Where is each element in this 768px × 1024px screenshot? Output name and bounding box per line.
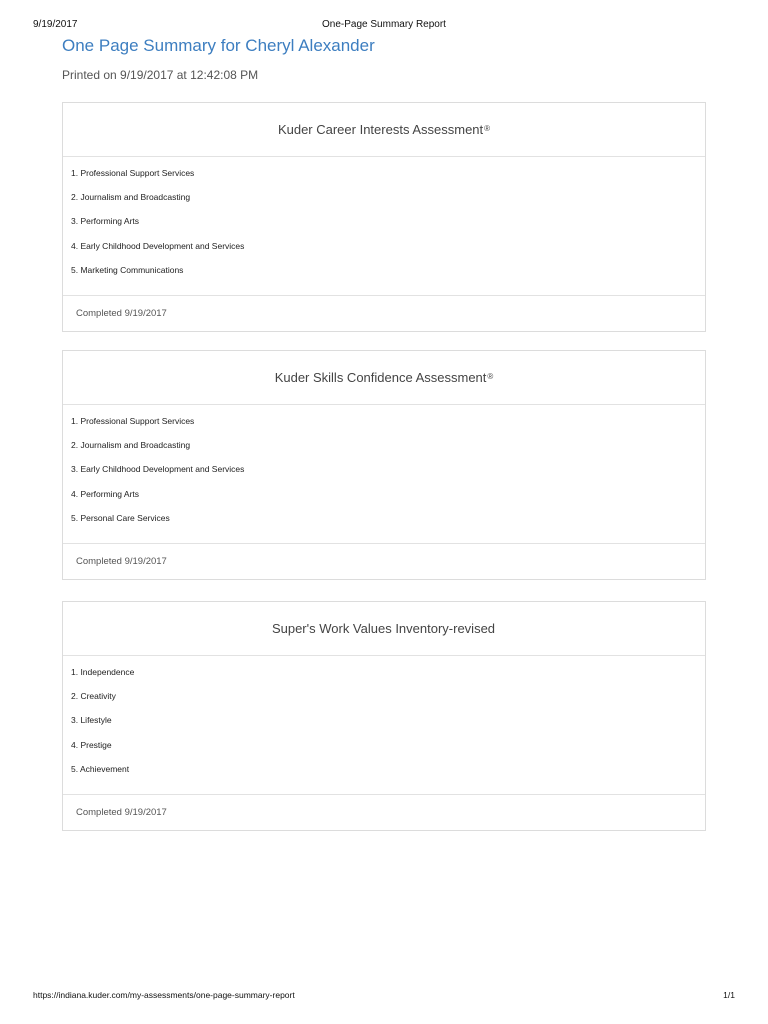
- print-date: 9/19/2017: [33, 19, 78, 30]
- assessment-title: Kuder Skills Confidence Assessment: [274, 370, 487, 385]
- list-item: 2. Creativity: [71, 691, 116, 702]
- list-item: 5. Marketing Communications: [71, 264, 184, 275]
- list-item: 3. Early Childhood Development and Services: [71, 464, 245, 475]
- assessment-panel-work-values: [62, 601, 706, 831]
- list-item: 4. Early Childhood Development and Services: [71, 240, 245, 251]
- print-header: [0, 0, 768, 28]
- list-item: 1. Professional Support Services: [71, 416, 195, 426]
- list-item: 3. Performing Arts: [71, 216, 140, 227]
- list-item: 5. Personal Care Services: [71, 512, 170, 523]
- list-item: 4. Performing Arts: [71, 488, 140, 499]
- page-count: 1/1: [723, 990, 735, 1000]
- results-list: [71, 161, 705, 282]
- panel-body: [63, 405, 705, 543]
- assessment-title: Super's Work Values Inventory-revised: [271, 621, 496, 636]
- assessment-title: Kuder Career Interests Assessment: [277, 122, 484, 137]
- completed-status: Completed 9/19/2017: [63, 295, 705, 331]
- assessment-panel-skills-confidence: [62, 350, 706, 580]
- panel-heading: [63, 602, 705, 656]
- results-list: [71, 660, 705, 781]
- registered-mark: ®: [487, 372, 494, 381]
- panel-body: [63, 157, 705, 295]
- list-item: 3. Lifestyle: [71, 715, 112, 726]
- page-url: https://indiana.kuder.com/my-assessments/one-page-summary-report: [33, 990, 295, 1000]
- list-item: 2. Journalism and Broadcasting: [71, 440, 191, 451]
- print-title: One-Page Summary Report: [322, 19, 446, 30]
- list-item: 2. Journalism and Broadcasting: [71, 192, 191, 203]
- list-item: 4. Prestige: [71, 739, 112, 750]
- list-item: 1. Professional Support Services: [71, 168, 195, 178]
- page-title: One Page Summary for Cheryl Alexander: [62, 36, 375, 55]
- list-item: 5. Achievement: [71, 763, 130, 774]
- list-item: 1. Independence: [71, 667, 135, 677]
- assessment-panel-career-interests: [62, 102, 706, 332]
- completed-status: Completed 9/19/2017: [63, 543, 705, 579]
- printed-on-text: Printed on 9/19/2017 at 12:42:08 PM: [62, 68, 259, 82]
- panel-heading: [63, 351, 705, 405]
- registered-mark: ®: [484, 124, 491, 133]
- panel-body: [63, 656, 705, 794]
- panel-heading: [63, 103, 705, 157]
- completed-status: Completed 9/19/2017: [63, 794, 705, 830]
- results-list: [71, 409, 705, 530]
